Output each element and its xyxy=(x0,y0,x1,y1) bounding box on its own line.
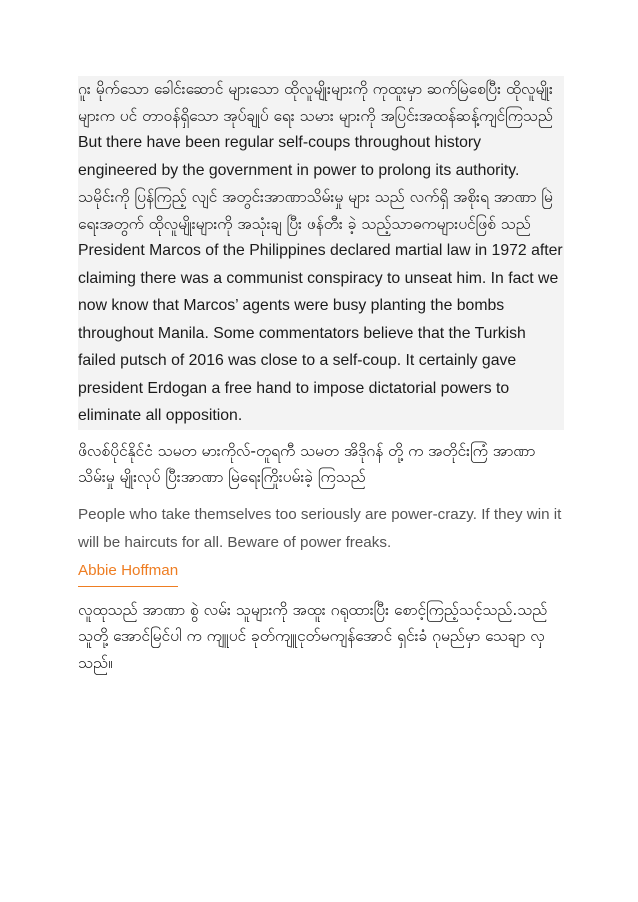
burmese-paragraph-4: လူထုသည် အာဏာ စွဲ လမ်း သူများကို အထူး ဂရုထားပြီး စောင့်ကြည့်သင့်သည်.သည် သူတို့ အောင်မြင်ပါ က ကျူပင် ခုတ်ကျူငုတ်မကျန်အောင် ရှင်းခံ ဂုမည်မှာ သေချာ လှသည်။ xyxy=(78,600,548,672)
english-paragraph-marcos-erdogan: President Marcos of the Philippines declared martial law in 1972 after claiming there was a communist conspiracy to unseat him. In fact we now know that Marcos’ agents were busy planting the bombs throughout Manila. Some commentators believe that the Turkish failed putsch of 2016 was close to a self-coup. It certainly gave president Erdogan a free hand to impose dictatorial powers to eliminate all opposition. xyxy=(78,237,564,430)
burmese-paragraph-1: ဂူး မိုက်သော ခေါင်းဆောင် များသော ထိုလူမျိုးများကို ကုထူးမှာ ဆက်မြဲစေပြီး ထိုလူမျိုးများက ပင် တာဝန်ရှိသော အုပ်ချုပ် ရေး သမား များကို အပြင်းအထန်ဆန့်ကျင်ကြသည် xyxy=(78,76,564,129)
quote-text: People who take themselves too seriously are power-crazy. If they win it will be haircuts for all. Beware of power freaks. xyxy=(78,505,562,551)
document-page xyxy=(78,76,564,676)
english-paragraph-self-coups: But there have been regular self-coups throughout history engineered by the government in power to prolong its authority. xyxy=(78,129,564,184)
burmese-paragraph-2: သမိုင်းကို ပြန်ကြည့် လျင် အတွင်းအာဏာသိမ်းမှု များ သည် လက်ရှိ အစိုးရ အာဏာ မြဲ ရေးအတွက် ထိုလူမျိုးများကို အသုံးချ ပြီး ဖန်တီး ခဲ့ သည့်သာဓကများပင်ဖြစ် သည် xyxy=(78,184,564,237)
burmese-paragraph-3: ဖိလစ်ပိုင်နိုင်ငံ သမတ မားကိုလ်-တူရကီ သမတ အိဒိုဂန် တို့ က အတိုင်းကြံ အာဏာ သိမ်းမှု မျိုးလုပ် ပြီးအာဏာ မြဲရေးကြိုးပမ်းခဲ့ ကြသည် xyxy=(78,441,536,486)
quote-author-link[interactable]: Abbie Hoffman xyxy=(78,558,178,587)
